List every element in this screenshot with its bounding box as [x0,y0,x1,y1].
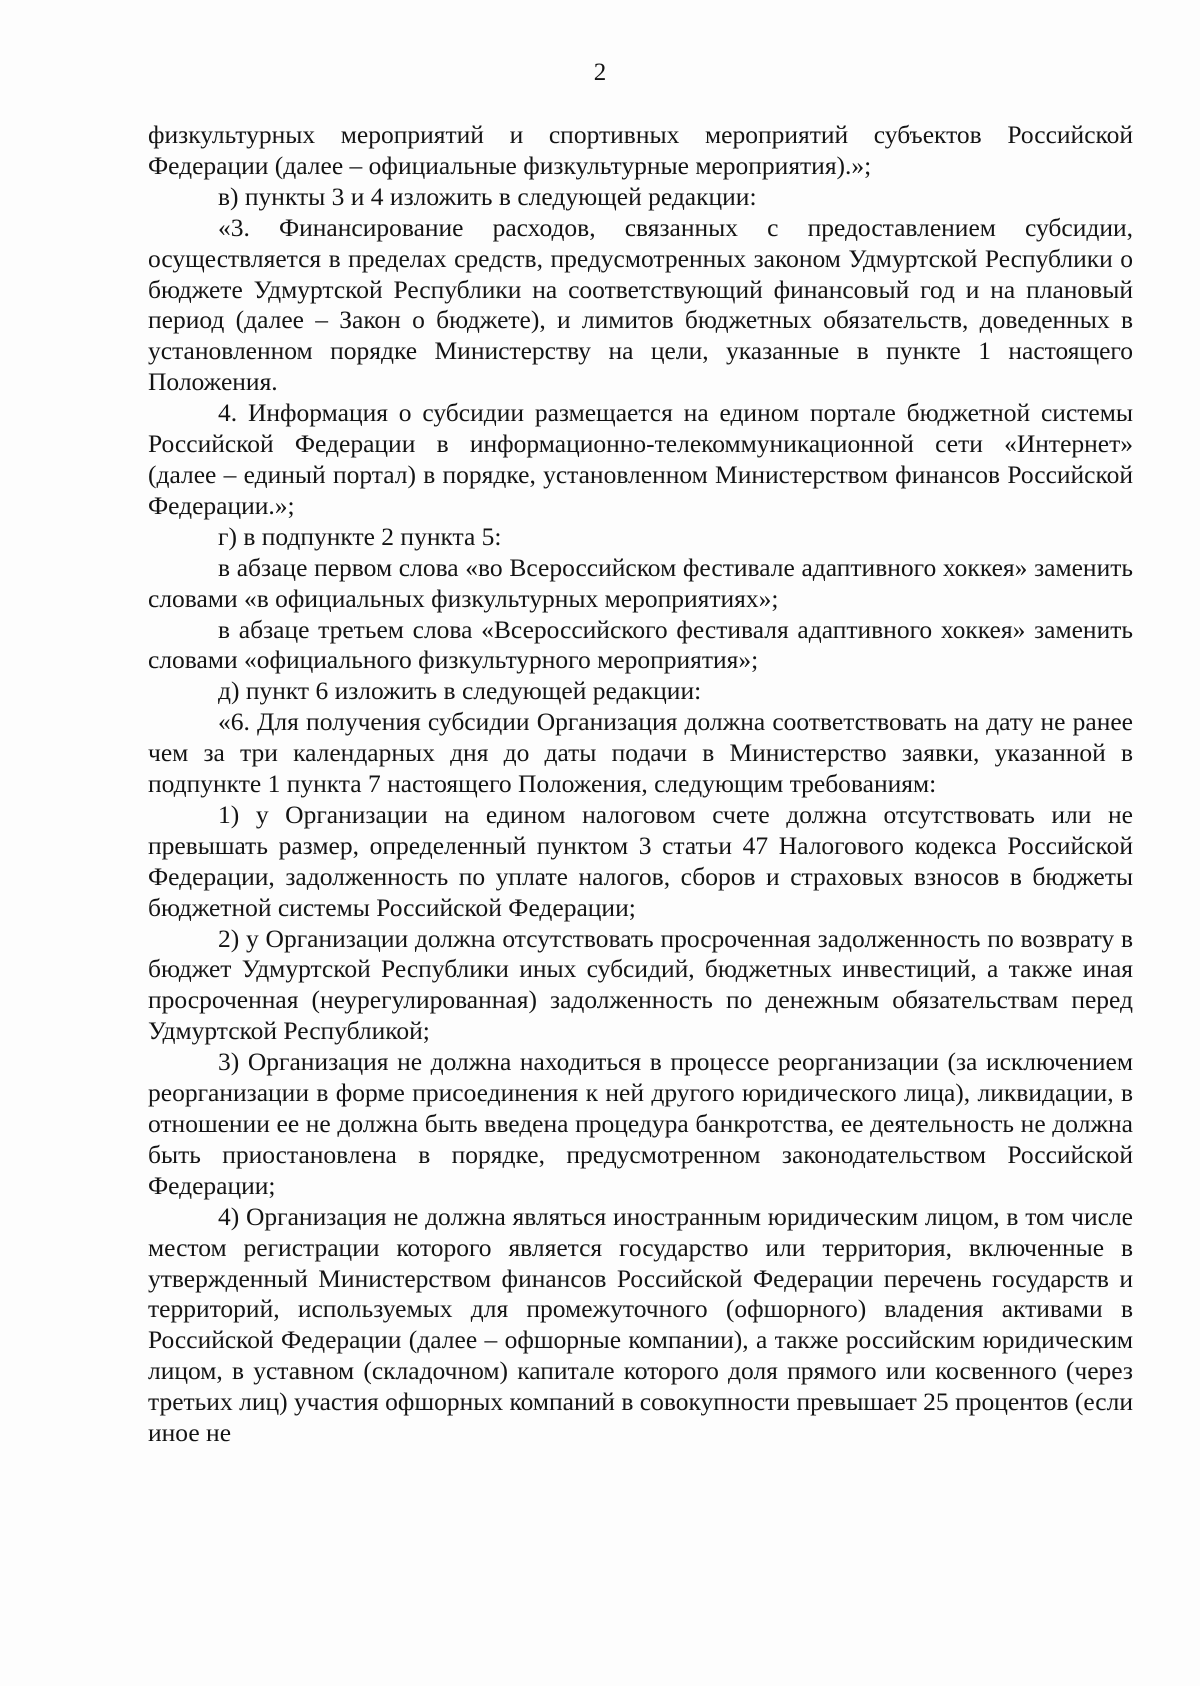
document-paragraph: физкультурных мероприятий и спортивных мероприятий субъектов Российской Федерации (далее – официальные физкультурные мероприятия).»; [148,120,1133,180]
document-paragraph: в абзаце третьем слова «Всероссийского фестиваля адаптивного хоккея» заменить словами «официального физкультурного мероприятия»; [148,614,1133,675]
page-number: 2 [593,59,607,86]
document-paragraph: д) пункт 6 изложить в следующей редакции: [218,676,702,706]
document-paragraph: 3) Организация не должна находиться в процессе реорганизации (за исключением реорганизации в форме присоединения к ней другого юридического лица), ликвидации, в отношении ее не должна быть введена процедура банкротства, ее деятельность не должна быть приостановлена в порядке, предусмотренном законодательством Российской Федерации; [148,1047,1133,1200]
document-paragraph: «3. Финансирование расходов, связанных с предоставлением субсидии, осуществляется в пределах средств, предусмотренных законом Удмуртской Республики о бюджете Удмуртской Республики на соответствующий финансовый год и на плановый период (далее – Закон о бюджете), и лимитов бюджетных обязательств, доведенных в установленном порядке Министерству на цели, указанные в пункте 1 настоящего Положения. [148,212,1133,397]
document-paragraph: г) в подпункте 2 пункта 5: [218,521,502,551]
document-paragraph: в) пункты 3 и 4 изложить в следующей редакции: [218,181,757,211]
document-paragraph: 1) у Организации на едином налоговом счете должна отсутствовать или не превышать размер, определенный пунктом 3 статьи 47 Налогового кодекса Российской Федерации, задолженность по уплате налогов, сборов и страховых взносов в бюджеты бюджетной системы Российской Федерации; [148,799,1133,922]
document-paragraph: 2) у Организации должна отсутствовать просроченная задолженность по возврату в бюджет Удмуртской Республики иных субсидий, бюджетных инвестиций, а также иная просроченная (неурегулированная) задолженность по денежным обязательствам перед Удмуртской Республикой; [148,923,1133,1046]
document-paragraph: 4. Информация о субсидии размещается на едином портале бюджетной системы Российской Федерации в информационно-телекоммуникационной сети «Интернет» (далее – единый портал) в порядке, установленном Министерством финансов Российской Федерации.»; [148,398,1133,520]
document-paragraph: «6. Для получения субсидии Организация должна соответствовать на дату не ранее чем за три календарных дня до даты подачи в Министерство заявки, указанной в подпункте 1 пункта 7 настоящего Положения, следующим требованиям: [148,707,1133,799]
document-paragraph: 4) Организация не должна являться иностранным юридическим лицом, в том числе местом регистрации которого является государство или территория, включенные в утвержденный Министерством финансов Российской Федерации перечень государств и территорий, используемых для промежуточного (офшорного) владения активами в Российской Федерации (далее – офшорные компании), а также российским юридическим лицом, в уставном (складочном) капитале которого доля прямого или косвенного (через третьих лиц) участия офшорных компаний в совокупности превышает 25 процентов (если иное не [148,1201,1133,1448]
document-paragraph: в абзаце первом слова «во Всероссийском фестивале адаптивного хоккея» заменить словами «в официальных физкультурных мероприятиях»; [148,552,1133,613]
document-body [148,120,1133,1449]
